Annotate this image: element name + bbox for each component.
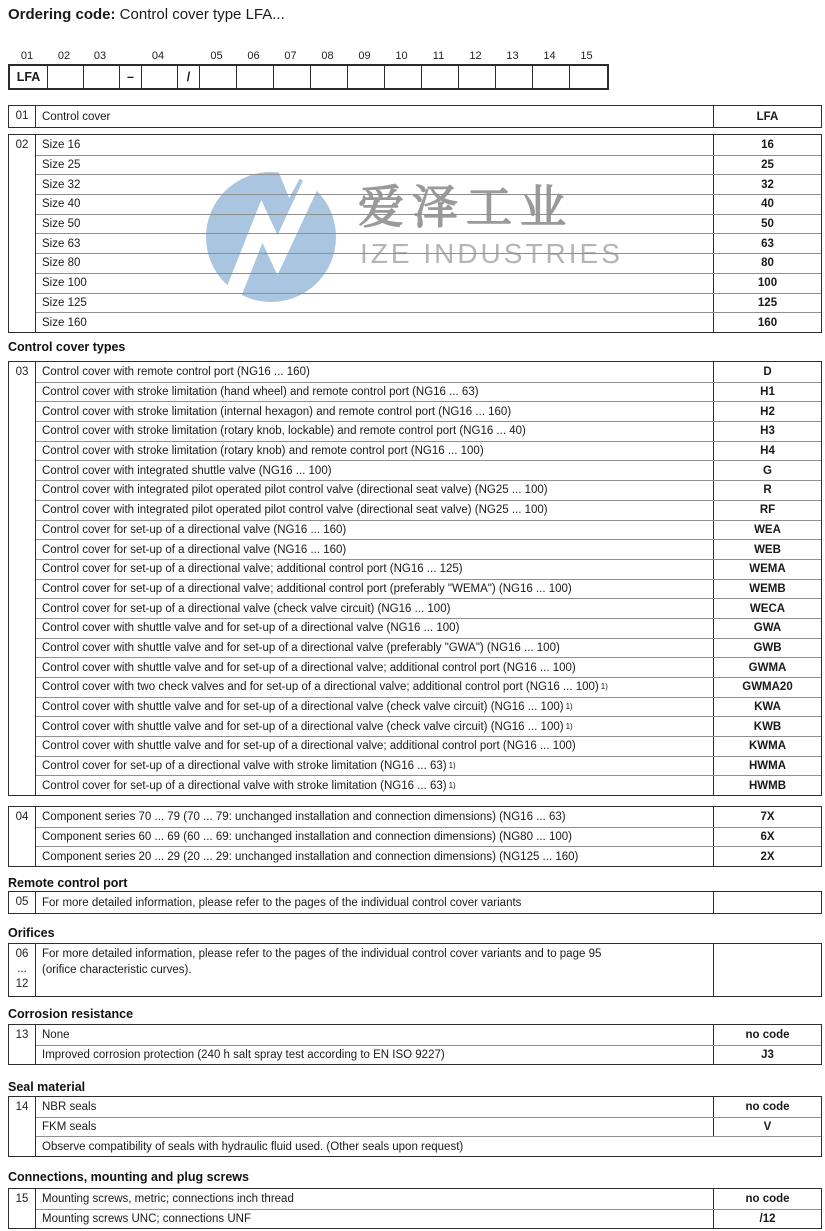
row-code: 16 <box>713 135 821 155</box>
row-code: 7X <box>713 807 821 827</box>
section-06-12-orifices <box>8 943 822 997</box>
section-number: 13 <box>9 1025 36 1064</box>
row-code: GWMA20 <box>713 678 821 697</box>
row-label: Size 80 <box>42 257 81 270</box>
code-cell <box>385 66 422 88</box>
pos-label: 11 <box>432 50 445 62</box>
heading-connections-mounting-plug-screws: Connections, mounting and plug screws <box>8 1170 249 1184</box>
table-row <box>36 460 821 480</box>
row-label: Control cover with shuttle valve and for set-up of a directional valve; additional control port (NG16 ... 100) <box>42 740 576 753</box>
table-row <box>36 233 821 253</box>
row-label: Size 160 <box>42 316 87 329</box>
row-label: NBR seals <box>42 1100 97 1113</box>
row-code: 63 <box>713 234 821 253</box>
table-row <box>36 520 821 540</box>
row-label: Control cover for set-up of a directional valve (NG16 ... 160) <box>42 523 347 536</box>
table-row <box>36 756 821 776</box>
row-label: Control cover with shuttle valve and for set-up of a directional valve (NG16 ... 100) <box>42 622 460 635</box>
code-cell <box>48 66 84 88</box>
row-code: HWMB <box>713 776 821 795</box>
row-label: Control cover with two check valves and for set-up of a directional valve; additional control port (NG16 ... 100) 1) <box>42 681 608 694</box>
row-code: H4 <box>713 442 821 461</box>
row-code: J3 <box>713 1046 821 1065</box>
row-label: Control cover with remote control port (NG16 ... 160) <box>42 365 310 378</box>
row-code: H2 <box>713 402 821 421</box>
section-15-connections <box>8 1188 822 1229</box>
row-code: WEB <box>713 540 821 559</box>
pos-label: 13 <box>506 50 519 62</box>
table-row <box>36 155 821 175</box>
row-label: None <box>42 1028 70 1041</box>
section-number: 03 <box>9 362 36 795</box>
row-label: Control cover for set-up of a directional valve; additional control port (NG16 ... 125) <box>42 563 463 576</box>
row-label: Size 16 <box>42 138 81 151</box>
pos-label: 15 <box>580 50 593 62</box>
heading-orifices: Orifices <box>8 926 55 940</box>
section-number: 15 <box>9 1189 36 1228</box>
table-row <box>36 441 821 461</box>
section-number: 02 <box>9 135 36 332</box>
row-code: 6X <box>713 828 821 847</box>
row-label: Control cover with shuttle valve and for set-up of a directional valve; additional control port (NG16 ... 100) <box>42 661 576 674</box>
code-cell-lfa: LFA <box>10 66 48 88</box>
row-code: WEMA <box>713 560 821 579</box>
row-label: Improved corrosion protection (240 h salt spray test according to EN ISO 9227) <box>42 1049 445 1062</box>
table-row <box>36 827 821 847</box>
row-label: Control cover for set-up of a directional valve with stroke limitation (NG16 ... 63) 1) <box>42 779 456 792</box>
code-cell <box>311 66 348 88</box>
code-cell-dash: – <box>120 66 142 88</box>
row-code: GWMA <box>713 658 821 677</box>
row-code: /12 <box>713 1210 821 1229</box>
row-code: no code <box>713 1025 821 1045</box>
table-row <box>36 1025 821 1045</box>
table-row <box>36 401 821 421</box>
section-14-seal-material <box>8 1096 822 1157</box>
table-row <box>36 736 821 756</box>
pos-label: 03 <box>93 50 107 62</box>
table-row <box>36 579 821 599</box>
table-row <box>36 559 821 579</box>
table-row <box>36 697 821 717</box>
row-code: RF <box>713 501 821 520</box>
pos-label-spacer <box>118 50 140 62</box>
table-row <box>36 500 821 520</box>
row-code: LFA <box>713 106 821 127</box>
heading-corrosion-resistance: Corrosion resistance <box>8 1007 134 1021</box>
row-code: KWMA <box>713 737 821 756</box>
row-code <box>713 892 821 913</box>
row-code: GWA <box>713 619 821 638</box>
row-code <box>713 944 821 996</box>
row-code: WECA <box>713 599 821 618</box>
section-number: 05 <box>9 892 36 913</box>
table-row-note <box>36 1136 821 1156</box>
ordering-code-position-labels <box>8 50 605 62</box>
pos-label: 02 <box>57 50 71 62</box>
code-cell <box>200 66 237 88</box>
table-row <box>36 174 821 194</box>
row-label: Control cover for set-up of a directional valve with stroke limitation (NG16 ... 63) 1) <box>42 760 456 773</box>
row-code: KWA <box>713 698 821 717</box>
section-13-corrosion-resistance <box>8 1024 822 1065</box>
row-code: R <box>713 481 821 500</box>
table-row <box>36 618 821 638</box>
code-cell <box>142 66 178 88</box>
row-label: Control cover for set-up of a directional valve (NG16 ... 160) <box>42 543 347 556</box>
row-label: Control cover with shuttle valve and for set-up of a directional valve (check valve circuit) (NG16 ... 100) 1) <box>42 720 573 733</box>
row-label: Mounting screws UNC; connections UNF <box>42 1213 251 1226</box>
row-code: WEA <box>713 521 821 540</box>
row-code: 40 <box>713 195 821 214</box>
row-label: Size 125 <box>42 296 87 309</box>
row-label: Size 63 <box>42 237 81 250</box>
row-label: Control cover with stroke limitation (rotary knob) and remote control port (NG16 ... 100) <box>42 445 484 458</box>
row-label: Size 32 <box>42 178 81 191</box>
row-label: Control cover with integrated pilot operated pilot control valve (directional seat valve) (NG25 ... 100) <box>42 484 548 497</box>
page-title-bold: Ordering code: <box>8 6 116 23</box>
section-05-remote-control-port <box>8 891 822 914</box>
row-code: 25 <box>713 156 821 175</box>
row-code: WEMB <box>713 580 821 599</box>
row-label: Control cover with stroke limitation (internal hexagon) and remote control port (NG16 ... 160) <box>42 405 512 418</box>
row-label: Control cover with stroke limitation (hand wheel) and remote control port (NG16 ... 63) <box>42 386 479 399</box>
row-label: Size 100 <box>42 277 87 290</box>
section-04-component-series <box>8 806 822 867</box>
table-row <box>36 775 821 795</box>
table-row <box>36 944 821 996</box>
row-code: 125 <box>713 294 821 313</box>
row-label: Component series 20 ... 29 (20 ... 29: unchanged installation and connection dimensions) (NG125 ... 160) <box>42 850 579 863</box>
table-row <box>36 421 821 441</box>
table-row <box>36 716 821 736</box>
page-title-rest: Control cover type LFA... <box>115 6 285 23</box>
code-cell <box>570 66 607 88</box>
table-row <box>36 480 821 500</box>
code-cell <box>84 66 120 88</box>
section-number: 14 <box>9 1097 36 1156</box>
row-label: Control cover with shuttle valve and for set-up of a directional valve (check valve circuit) (NG16 ... 100) 1) <box>42 701 573 714</box>
table-row <box>36 846 821 866</box>
table-row <box>36 638 821 658</box>
code-cell <box>459 66 496 88</box>
table-row <box>36 106 821 127</box>
row-label: Control cover with shuttle valve and for set-up of a directional valve (preferably "GWA") (NG16 ... 100) <box>42 641 560 654</box>
watermark-cjk-text: 爱泽工业 <box>358 181 574 233</box>
pos-label: 06 <box>247 50 260 62</box>
table-row <box>36 194 821 214</box>
row-code: GWB <box>713 639 821 658</box>
table-row <box>36 253 821 273</box>
heading-remote-control-port: Remote control port <box>8 876 128 890</box>
row-code: 100 <box>713 274 821 293</box>
code-cell <box>274 66 311 88</box>
code-cell <box>422 66 459 88</box>
section-number: 04 <box>9 807 36 866</box>
table-row <box>36 1209 821 1229</box>
heading-control-cover-types: Control cover types <box>8 340 126 354</box>
pos-label: 07 <box>284 50 297 62</box>
row-code: HWMA <box>713 757 821 776</box>
row-label: Size 25 <box>42 159 81 172</box>
pos-label: 08 <box>321 50 334 62</box>
table-row <box>36 382 821 402</box>
row-label: FKM seals <box>42 1121 97 1134</box>
section-01-control-cover <box>8 105 822 128</box>
section-02-size <box>8 134 822 333</box>
row-code: KWB <box>713 717 821 736</box>
pos-label: 12 <box>469 50 482 62</box>
table-row <box>36 362 821 382</box>
code-cell <box>237 66 274 88</box>
row-code: D <box>713 362 821 382</box>
row-label: Component series 70 ... 79 (70 ... 79: unchanged installation and connection dimensions) (NG16 ... 63) <box>42 810 566 823</box>
row-label: Control cover for set-up of a directional valve; additional control port (preferably "WEMA") (NG16 ... 100) <box>42 582 572 595</box>
table-row <box>36 1189 821 1209</box>
table-row <box>36 1117 821 1137</box>
row-label: Control cover for set-up of a directional valve (check valve circuit) (NG16 ... 100) <box>42 602 451 615</box>
row-label: Size 40 <box>42 198 81 211</box>
table-row <box>36 1097 821 1117</box>
table-row <box>36 539 821 559</box>
row-code: G <box>713 461 821 480</box>
row-code: 2X <box>713 847 821 866</box>
pos-label-spacer <box>176 50 198 62</box>
table-row <box>36 598 821 618</box>
ordering-code-strip <box>8 64 609 90</box>
heading-seal-material: Seal material <box>8 1080 86 1094</box>
table-row <box>36 214 821 234</box>
table-row <box>36 1045 821 1065</box>
section-number-range: 06 ... 12 <box>9 944 36 996</box>
row-label: Size 50 <box>42 218 81 231</box>
row-code: V <box>713 1118 821 1137</box>
pos-label: 10 <box>395 50 408 62</box>
watermark-latin-text: IZE INDUSTRIES <box>360 238 623 269</box>
row-label: Component series 60 ... 69 (60 ... 69: unchanged installation and connection dimensions) (NG80 ... 100) <box>42 831 572 844</box>
row-label: Control cover <box>42 110 111 123</box>
pos-label: 04 <box>151 50 165 62</box>
row-label: Observe compatibility of seals with hydraulic fluid used. (Other seals upon request) <box>42 1140 464 1153</box>
row-code: H3 <box>713 422 821 441</box>
row-label: For more detailed information, please refer to the pages of the individual control cover variants and to page 95 (orifice characteristic curves). <box>42 948 602 976</box>
row-label: Control cover with stroke limitation (rotary knob, lockable) and remote control port (NG16 ... 40) <box>42 425 526 438</box>
code-cell <box>533 66 570 88</box>
pos-label: 01 <box>20 50 34 62</box>
table-row <box>36 892 821 913</box>
code-cell <box>348 66 385 88</box>
row-code: 160 <box>713 313 821 332</box>
row-code: 32 <box>713 175 821 194</box>
table-row <box>36 312 821 332</box>
row-label: For more detailed information, please refer to the pages of the individual control cover variants <box>42 896 522 909</box>
table-row <box>36 135 821 155</box>
pos-label: 05 <box>210 50 223 62</box>
table-row <box>36 657 821 677</box>
section-03-control-cover-types <box>8 361 822 796</box>
table-row <box>36 293 821 313</box>
section-number: 01 <box>9 106 36 127</box>
row-label: Control cover with integrated shuttle valve (NG16 ... 100) <box>42 464 332 477</box>
row-code: H1 <box>713 383 821 402</box>
row-code: 80 <box>713 254 821 273</box>
row-code: no code <box>713 1189 821 1209</box>
code-cell-slash: / <box>178 66 200 88</box>
page-title <box>8 6 285 23</box>
pos-label: 09 <box>358 50 371 62</box>
table-row <box>36 273 821 293</box>
row-label: Mounting screws, metric; connections inch thread <box>42 1192 294 1205</box>
row-code: no code <box>713 1097 821 1117</box>
row-code: 50 <box>713 215 821 234</box>
table-row <box>36 807 821 827</box>
code-cell <box>496 66 533 88</box>
row-label: Control cover with integrated pilot operated pilot control valve (directional seat valve) (NG25 ... 100) <box>42 504 548 517</box>
pos-label: 14 <box>543 50 556 62</box>
table-row <box>36 677 821 697</box>
